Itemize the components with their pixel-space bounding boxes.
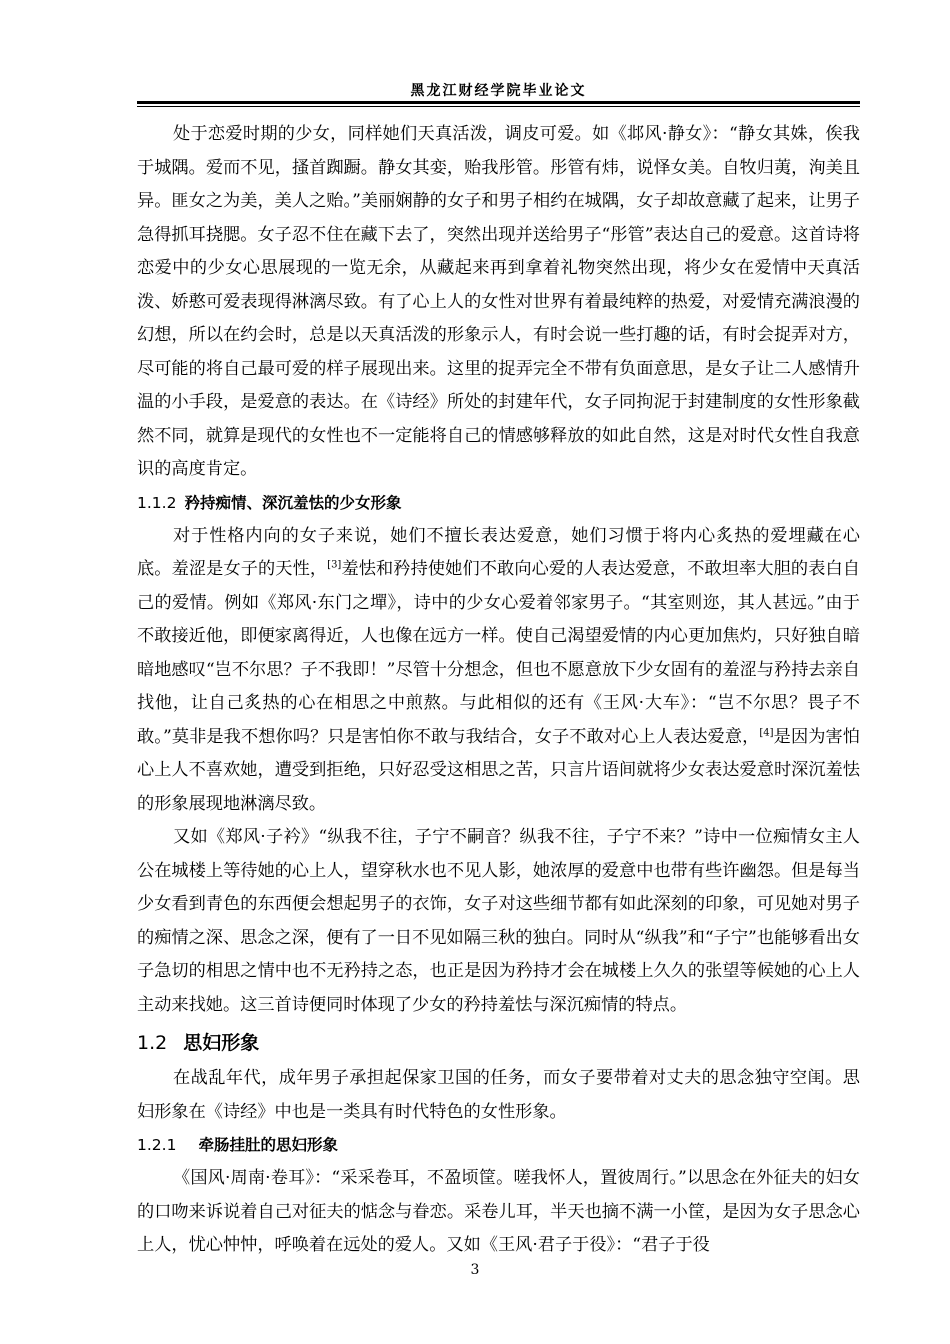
heading-1-2 bbox=[137, 1024, 860, 1062]
paragraph-2-part-c: 是因为害怕心上人不喜欢她，遭受到拒绝，只好忍受这相思之苦，只言片语间就将少女表达爱意时深沉羞怯的形象展现地淋漓尽致。 bbox=[137, 726, 860, 814]
heading-title: 矜持痴情、深沉羞怯的少女形象 bbox=[184, 493, 402, 512]
paragraph-4: 在战乱年代，成年男子承担起保家卫国的任务，而女子要带着对丈夫的思念独守空闺。思妇形象在《诗经》中也是一类具有时代特色的女性形象。 bbox=[137, 1068, 860, 1122]
heading-1-1-2 bbox=[137, 487, 860, 520]
citation-4: [4] bbox=[759, 726, 774, 738]
heading-title: 思妇形象 bbox=[183, 1032, 260, 1054]
heading-number: 1.2 bbox=[137, 1032, 168, 1054]
heading-1-2-1 bbox=[137, 1129, 860, 1162]
paragraph-3: 又如《郑风·子衿》“纵我不往，子宁不嗣音？纵我不往，子宁不来？”诗中一位痴情女主人公在城楼上等待她的心上人，望穿秋水也不见人影，她浓厚的爱意中也带有些许幽怨。但是每当少女看到青色的东西便会想起男子的衣饰，女子对这些细节都有如此深刻的印象，可见她对男子的痴情之深、思念之深，便有了一日不见如隔三秋的独白。同时从“纵我”和“子宁”也能够看出女子急切的相思之情中也不无矜持之态，也正是因为矜持才会在城楼上久久的张望等候她的心上人主动来找她。这三首诗便同时体现了少女的矜持羞怯与深沉痴情的特点。 bbox=[137, 827, 860, 1015]
body-text bbox=[137, 118, 860, 1263]
paragraph-5: 《国风·周南·卷耳》：“采采卷耳，不盈顷筐。嗟我怀人，置彼周行。”以思念在外征夫的妇女的口吻来诉说着自己对征夫的惦念与眷恋。采卷儿耳，半天也摘不满一小筐，是因为女子思念心上人，忧心忡忡，呼唤着在远处的爱人。又如《王风·君子于役》：“君子于役 bbox=[137, 1168, 860, 1255]
header-rule-thick bbox=[137, 101, 860, 104]
page-number: 3 bbox=[470, 1262, 480, 1278]
paragraph-2-part-b: 羞怯和矜持使她们不敢向心爱的人表达爱意，不敢坦率大胆的表白自己的爱情。例如《郑风·东门之墠》，诗中的少女心爱着邻家男子。“其室则迩，其人甚远。”由于不敢接近他，即便家离得近，人也像在远方一样。使自己渴望爱情的内心更加焦灼，只好独自暗暗地感叹“岂不尔思？子不我即！”尽管十分想念，但也不愿意放下少女固有的羞涩与矜持去亲自找他，让自己炙热的心在相思之中煎熬。与此相似的还有《王风·大车》：“岂不尔思？畏子不敢。”莫非是我不想你吗？只是害怕你不敢与我结合，女子不敢对心上人表达爱意， bbox=[137, 559, 860, 747]
heading-number: 1.1.2 bbox=[137, 493, 177, 512]
heading-title: 牵肠挂肚的思妇形象 bbox=[198, 1136, 338, 1154]
paragraph-1: 处于恋爱时期的少女，同样她们天真活泼，调皮可爱。如《邶风·静女》：“静女其姝，俟我于城隅。爱而不见，搔首踟蹰。静女其娈，贻我彤管。彤管有炜，说怿女美。自牧归荑，洵美且异。匪女之为美，美人之贻。”美丽娴静的女子和男子相约在城隅，女子却故意藏了起来，让男子急得抓耳挠腮。女子忍不住在藏下去了，突然出现并送给男子“彤管”表达自己的爱意。这首诗将恋爱中的少女心思展现的一览无余，从藏起来再到拿着礼物突然出现，将少女在爱情中天真活泼、娇憨可爱表现得淋漓尽致。有了心上人的女性对世界有着最纯粹的热爱，对爱情充满浪漫的幻想，所以在约会时，总是以天真活泼的形象示人，有时会说一些打趣的话，有时会捉弄对方，尽可能的将自己最可爱的样子展现出来。这里的捉弄完全不带有负面意思，是女子让二人感情升温的小手段，是爱意的表达。在《诗经》所处的封建年代，女子同拘泥于封建制度的女性形象截然不同，就算是现代的女性也不一定能将自己的情感够释放的如此自然，这是对时代女性自我意识的高度肯定。 bbox=[137, 124, 860, 479]
paragraph-2-part-a: 对于性格内向的女子来说，她们不擅长表达爱意，她们习惯于将内心炙热的爱埋藏在心底。羞涩是女子的天性， bbox=[137, 525, 860, 579]
header-rule-thin bbox=[137, 106, 860, 107]
heading-number: 1.2.1 bbox=[137, 1136, 177, 1154]
citation-3: [3] bbox=[327, 559, 342, 571]
paragraph-2 bbox=[137, 520, 860, 822]
running-header: 黑龙江财经学院毕业论文 bbox=[410, 83, 587, 99]
